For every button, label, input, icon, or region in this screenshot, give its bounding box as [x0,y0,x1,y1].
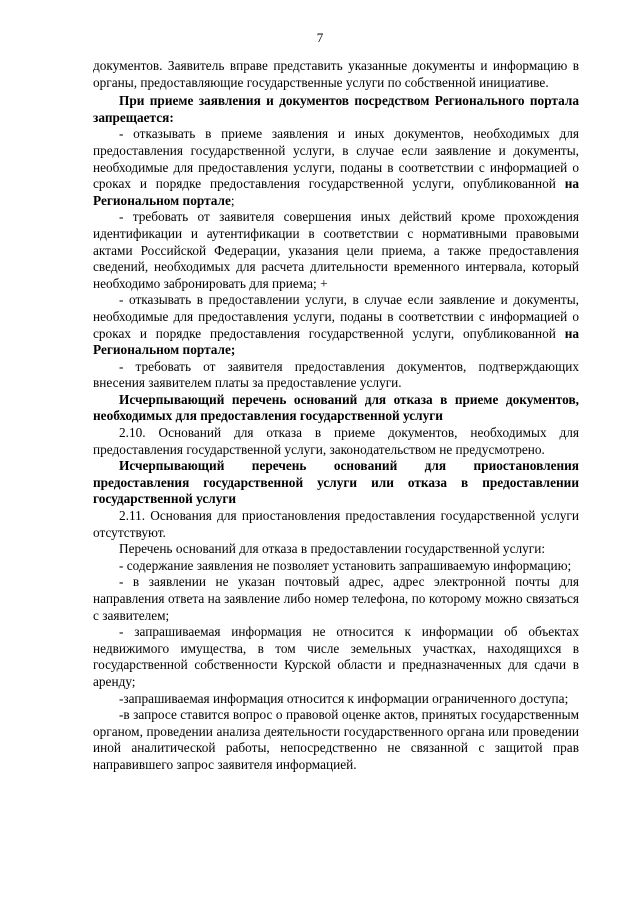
paragraph-2-10: 2.10. Оснований для отказа в приеме документов, необходимых для предоставления государственной услуги, законодательством не предусмотрено. [93,425,579,457]
list-item-restricted-info: -запрашиваемая информация относится к информации ограниченного доступа; [119,690,569,706]
refuse-acceptance-text: - отказывать в приеме заявления и иных документов, необходимых для предоставления государственной услуги, в случае если заявление и документы, необходимые для предоставления услуги, поданы в соответствии с информацией о сроках и порядке предоставления государственной услуги, опубликованной [93,126,579,192]
paragraph-require-actions: - требовать от заявителя совершения иных действий кроме прохождения идентификации и аутентификации в соответствии с нормативными правовыми актами Российской Федерации, указания цели приема, а также предоставления сведений, необходимых для расчета длительности временного интервала, который необходимо забронировать для приема; + [93,209,579,291]
list-item-no-address: - в заявлении не указан почтовый адрес, адрес электронной почты для направления ответа на заявление либо номер телефона, по которому можно связаться с заявителем; [93,574,579,623]
paragraph-require-payment-docs: - требовать от заявителя предоставления документов, подтверждающих внесения заявителем платы за предоставление услуги. [93,358,579,391]
list-item-legal-assessment: -в запросе ставится вопрос о правовой оценке актов, принятых государственным органом, проведении анализа деятельности государственного органа или проведении иной аналитической работы, непосредственно не связанной с защитой прав направившего запрос заявителя информацией. [93,707,579,772]
paragraph-refuse-acceptance [93,126,579,209]
regional-portal-link-text: на Региональном портале [93,176,579,208]
heading-suspension-grounds: Исчерпывающий перечень оснований для приостановления предоставления государственной услуги или отказа в предоставлении государственной услуги [93,458,579,507]
page-number: 7 [316,30,324,45]
heading-refusal-grounds-acceptance: Исчерпывающий перечень оснований для отказа в приеме документов, необходимых для предоставления государственной услуги [93,391,579,424]
paragraph-2-11: 2.11. Основания для приостановления предоставления государственной услуги отсутствуют. [93,508,579,540]
paragraph-documents-initiative: документов. Заявитель вправе представить указанные документы и информацию в органы, предоставляющие государственные услуги по собственной инициативе. [93,58,579,90]
page-body [93,58,579,774]
regional-portal-text: на Региональном портале; [93,325,579,358]
paragraph-refuse-service [93,292,579,358]
paragraph-refusal-list-intro: Перечень оснований для отказа в предоставлении государственной услуги: [119,541,546,557]
refuse-service-text: - отказывать в предоставлении услуги, в случае если заявление и документы, необходимые для предоставления услуги, поданы в соответствии с информацией о сроках и порядке предоставления государственной услуги, опубликованной [93,292,579,341]
heading-regional-portal-prohibitions: При приеме заявления и документов посредством Регионального портала запрещается: [93,93,579,125]
refuse-acceptance-end: ; [230,192,235,208]
list-item-not-real-estate: - запрашиваемая информация не относится к информации об объектах недвижимого имущества, в том числе земельных участках, находящихся в государственной собственности Курской области и предназначенных для сдачи в аренду; [93,624,579,689]
list-item-content: - содержание заявления не позволяет установить запрашиваемую информацию; [119,557,572,573]
